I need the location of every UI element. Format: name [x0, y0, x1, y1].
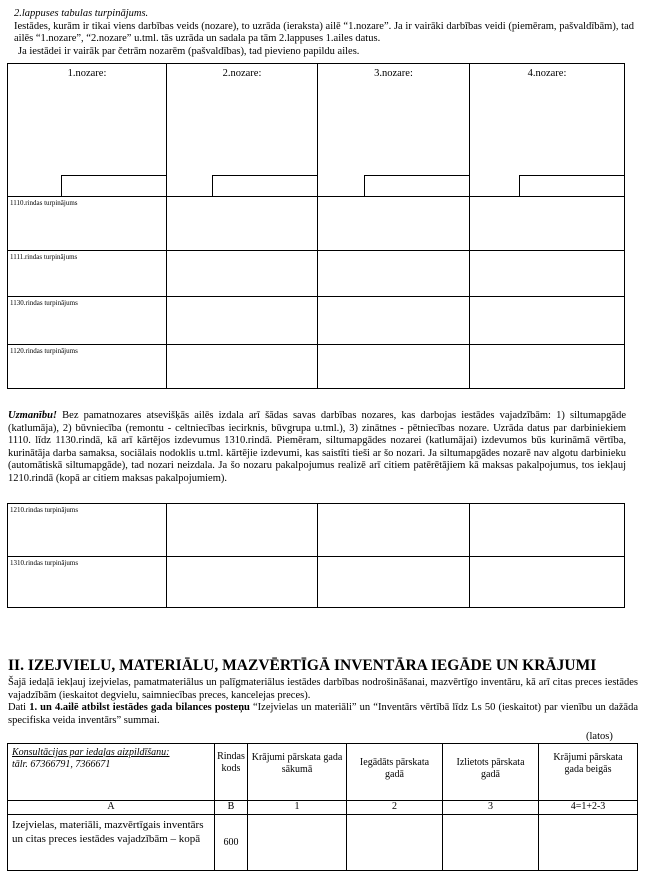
- consult-title: Konsultācijas par iedaļas aizpildīšanu:: [12, 747, 170, 758]
- para2-start: Dati: [8, 702, 30, 713]
- inventory-header-row: [8, 744, 638, 801]
- sector-4-label: 4.nozare:: [527, 68, 567, 79]
- sector-4-code-box[interactable]: [519, 175, 624, 196]
- continuation-block: [14, 8, 634, 58]
- row-label: 1130.rindas turpinājums: [8, 297, 167, 345]
- col2-header: Iegādāts pārskata gadā: [347, 744, 443, 801]
- row-label: 1120.rindas turpinājums: [8, 345, 167, 389]
- section-paragraph-2: [8, 702, 638, 727]
- continuation-paragraph-1: Iestādes, kurām ir tikai viens darbības veids (nozare), to uzrāda (ieraksta) ailē “1.nozare”. Ja ir vairāki darbības veidi (piemēram, pašvaldībām), tad ailēs “1.nozare”, “2.nozare” u.tml. tās uzrāda un sadala pa tām 2.lappuses 1.ailes datus.: [14, 20, 634, 44]
- sector-header-row: [8, 64, 625, 197]
- table-row: [8, 251, 625, 297]
- data-cell[interactable]: [318, 251, 470, 297]
- data-cell[interactable]: [470, 197, 625, 251]
- sector-4-header: [470, 64, 625, 197]
- data-cell[interactable]: [318, 197, 470, 251]
- col1-header: Krājumi pārskata gada sākumā: [248, 744, 347, 801]
- sector-2-header: [167, 64, 318, 197]
- data-cell[interactable]: [470, 251, 625, 297]
- expense-table: [7, 503, 625, 608]
- continuation-title: 2.lappuses tabulas turpinājums.: [14, 8, 149, 19]
- data-cell[interactable]: [470, 297, 625, 345]
- data-cell[interactable]: [470, 345, 625, 389]
- sector-3-code-box[interactable]: [364, 175, 469, 196]
- inventory-row-code: 600: [215, 815, 248, 871]
- table-row: [8, 557, 625, 608]
- sector-1-label: 1.nozare:: [67, 68, 107, 79]
- unit-label: (latos): [586, 731, 613, 742]
- consult-cell: [8, 744, 215, 801]
- data-cell[interactable]: [167, 297, 318, 345]
- para2-end: “Izejvielas un materiāli” un “Inventārs vērtībā līdz Ls 50 (ieskaitot) par vienību un dažāda specifiska veida inventārs” summai.: [8, 702, 638, 726]
- sector-3-label: 3.nozare:: [374, 68, 413, 79]
- col3-header: Izlietots pārskata gadā: [443, 744, 539, 801]
- data-cell[interactable]: [167, 197, 318, 251]
- note-text: Bez pamatnozares atsevišķās ailēs izdala arī šādas savas darbības nozares, kas darbojas iestādes vajadzībām: 1) siltumapgāde (katlumāja), 2) būvniecība (remontu - celtniecības iecirknis, būvgrupa u.tml.), 3) zinātnes - pētniecības nozare. Uzrāda datus par darbiniekiem 1110. līdz 1130.rindā, kā arī kārtējos izdevumus 1310.rindā. Piemēram, siltumapgādes nozarei (katlumājai) izdevumos būs kurināmā vērtība, kurinātāja darba samaksa, sociālais nodoklis u.tml. kārtējie izdevumi, kas saistīti tieši ar šo nozari. Ja siltumapgādes nozarē nav algotu darbinieku (automātiskā siltumapgāde), tad nozari neizdala. Ja šo nozaru pakalpojumus realizē arī citiem patērētājiem kā maksas pakalpojumus, tos iekļauj 1210.rindā (kopā ar citiem maksas pakalpojumiem).: [8, 410, 626, 484]
- data-cell[interactable]: [539, 815, 638, 871]
- sector-1-header: [8, 64, 167, 197]
- sector-1-code-box[interactable]: [61, 175, 166, 196]
- row-label: 1110.rindas turpinājums: [8, 197, 167, 251]
- row-label: 1111.rindas turpinājums: [8, 251, 167, 297]
- sector-2-label: 2.nozare:: [222, 68, 262, 79]
- table-row: [8, 345, 625, 389]
- section-2: [8, 657, 638, 727]
- data-cell[interactable]: [167, 345, 318, 389]
- data-cell[interactable]: [167, 251, 318, 297]
- continuation-paragraph-2: Ja iestādei ir vairāk par četrām nozarēm (pašvaldības), tad pievieno papildu ailes.: [18, 45, 360, 57]
- row-label: 1210.rindas turpinājums: [8, 504, 167, 557]
- data-cell[interactable]: [318, 557, 470, 608]
- table-row: [8, 815, 638, 871]
- table-row: [8, 197, 625, 251]
- index-cell: 2: [347, 801, 443, 815]
- data-cell[interactable]: [470, 557, 625, 608]
- data-cell[interactable]: [318, 504, 470, 557]
- index-row: [8, 801, 638, 815]
- index-cell: 3: [443, 801, 539, 815]
- inventory-table: [7, 743, 638, 871]
- table-row: [8, 297, 625, 345]
- data-cell[interactable]: [318, 345, 470, 389]
- para2-bold: 1. un 4.ailē atbilst iestādes gada bilances posteņu: [29, 702, 250, 713]
- index-cell: A: [8, 801, 215, 815]
- data-cell[interactable]: [167, 557, 318, 608]
- data-cell[interactable]: [248, 815, 347, 871]
- sector-3-header: [318, 64, 470, 197]
- inventory-row-label: Izejvielas, materiāli, mazvērtīgais inventārs un citas preces iestādes vajadzībām – kopā: [8, 815, 215, 871]
- section-paragraph-1: Šajā iedaļā iekļauj izejvielas, pamatmateriālus un palīgmateriālus iestādes darbības nodrošināšanai, mazvērtīgo inventāru, kā arī citas preces iestādes vajadzībām (ieskaitot degvielu, saimniecības preces, kancelejas preces).: [8, 677, 638, 701]
- data-cell[interactable]: [470, 504, 625, 557]
- sector-2-code-box[interactable]: [212, 175, 317, 196]
- section-heading: II. IZEJVIELU, MATERIĀLU, MAZVĒRTĪGĀ INVENTĀRA IEGĀDE UN KRĀJUMI: [8, 657, 597, 674]
- code-header: Rindas kods: [215, 744, 248, 801]
- index-cell: 1: [248, 801, 347, 815]
- note-label: Uzmanību!: [8, 410, 58, 421]
- row-label: 1310.rindas turpinājums: [8, 557, 167, 608]
- note-block: [8, 410, 626, 485]
- data-cell[interactable]: [318, 297, 470, 345]
- sector-table: [7, 63, 625, 389]
- data-cell[interactable]: [347, 815, 443, 871]
- data-cell[interactable]: [443, 815, 539, 871]
- data-cell[interactable]: [167, 504, 318, 557]
- index-cell: 4=1+2-3: [539, 801, 638, 815]
- index-cell: B: [215, 801, 248, 815]
- consult-phone: tālr. 67366791, 7366671: [12, 759, 111, 770]
- table-row: [8, 504, 625, 557]
- col4-header: Krājumi pārskata gada beigās: [539, 744, 638, 801]
